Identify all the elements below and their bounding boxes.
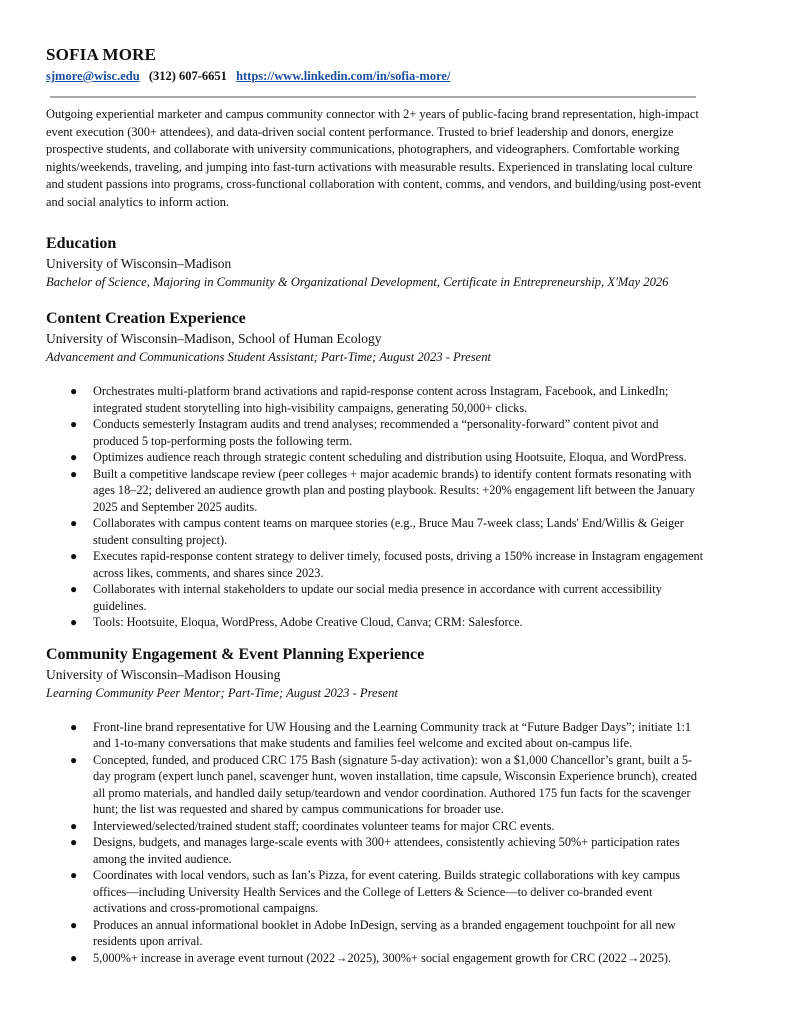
bullet-icon: ● xyxy=(70,582,78,596)
education-degree: Bachelor of Science, Majoring in Community & Organizational Development, Certificate in Entrepreneurship, X'May 2026 xyxy=(46,275,669,289)
bullet-icon: ● xyxy=(70,549,78,563)
list-item: ● Designs, budgets, and manages large-scale events with 300+ attendees, consistently achieving 50%+ participation rates among the invited audience. xyxy=(70,835,680,866)
phone-number: (312) 607-6651 xyxy=(148,69,227,83)
content-experience-role: Advancement and Communications Student Assistant; Part-Time; August 2023 - Present xyxy=(46,350,492,364)
bullet-icon: ● xyxy=(70,835,78,849)
bullet-icon: ● xyxy=(70,917,78,932)
bullet-icon: ● xyxy=(70,466,78,481)
list-item: ● Tools: Hootsuite, Eloqua, WordPress, Adobe Creative Cloud, Canva; CRM: Salesforce. xyxy=(70,615,523,629)
bullet-icon: ● xyxy=(70,615,78,629)
bullet-icon: ● xyxy=(70,818,78,833)
candidate-name: SOFIA MORE xyxy=(46,45,157,64)
section-heading-education: Education xyxy=(46,235,117,252)
list-item: ● Coordinates with local vendors, such as Ian’s Pizza, for event catering. Builds strategic collaborations with key campus offices—including University Health Services and the College of Letters & Science—to deliver co-branded event activations and cross-promotional campaigns. xyxy=(70,868,681,915)
bullet-icon: ● xyxy=(70,719,78,734)
list-item: ● Optimizes audience reach through strategic content scheduling and distribution using Hootsuite, Eloqua, and WordPress. xyxy=(70,450,687,464)
content-experience-org: University of Wisconsin–Madison, School of Human Ecology xyxy=(46,331,382,346)
list-item: ● Collaborates with campus content teams on marquee stories (e.g., Bruce Mau 7-week class; Lands' End/Willis & Geiger student consulting project). xyxy=(70,516,684,547)
bullet-icon: ● xyxy=(70,384,78,398)
list-item: ● Concepted, funded, and produced CRC 175 Bash (signature 5-day activation): won a $1,000 Chancellor’s grant, built a 5-day program (expert lunch panel, scavenger hunt, woven installation, time capsule, Wisconsin Experience brunch), created all promo materials, and handled daily setup/teardown and vendor coordination. Authored 175 fun facts for the scavenger hunt; the list was requested and shared by campus communications for broader use. xyxy=(70,752,698,816)
content-experience-section xyxy=(46,309,706,631)
list-item: ● Built a competitive landscape review (peer colleges + major academic brands) to identify content formats resonating with ages 18–22; delivered an audience growth plan and posting playbook. Results: +20% engagement lift between the January 2025 and September 2025 audits. xyxy=(70,466,696,514)
list-item: ● Executes rapid-response content strategy to deliver timely, focused posts, driving a 150% increase in Instagram engagement across likes, comments, and shares since 2023. xyxy=(70,549,704,580)
header-divider xyxy=(50,96,696,98)
bullet-icon: ● xyxy=(70,417,78,431)
professional-summary: Outgoing experiential marketer and campus community connector with 2+ years of public-facing brand representation, high-impact event execution (300+ attendees), and data-driven social content performance. Trusted to brief leadership and donors, energize prospective students, and collaborate with university communications, photographers, and videographers. Comfortable working nights/weekends, traveling, and jumping into fast-turn activations with measurable results. Experienced in translating local culture and student passions into programs, cross-functional collaboration with content, comms, and vendors, and building/using post-event and social analytics to inform action. xyxy=(46,107,702,209)
list-item: ● Collaborates with internal stakeholders to update our social media presence in accordance with current accessibility guidelines. xyxy=(70,582,662,613)
contact-line xyxy=(46,68,706,84)
community-experience-bullets xyxy=(46,719,706,967)
section-heading-community-engagement: Community Engagement & Event Planning Experience xyxy=(46,645,425,663)
resume-page xyxy=(46,44,706,966)
list-item: ● Front-line brand representative for UW Housing and the Learning Community track at “Future Badger Days”; initiate 1:1 and 1-to-many conversations that make students and families feel welcome and excited about on-campus life. xyxy=(70,719,692,750)
bullet-icon: ● xyxy=(70,450,78,464)
community-experience-org: University of Wisconsin–Madison Housing xyxy=(46,666,281,682)
list-item: ● 5,000%+ increase in average event turnout (2022→2025), 300%+ social engagement growth for CRC (2022→2025). xyxy=(70,950,672,965)
education-section xyxy=(46,234,706,291)
resume-header xyxy=(46,44,706,98)
bullet-icon: ● xyxy=(70,950,78,965)
bullet-icon: ● xyxy=(70,516,78,530)
list-item: ● Orchestrates multi-platform brand activations and rapid-response content across Instagram, Facebook, and LinkedIn; integrated student storytelling into high-visibility campaigns, generating 50,000+ clicks. xyxy=(70,384,669,415)
list-item: ● Conducts semesterly Instagram audits and trend analyses; recommended a “personality-forward” content pivot and produced 5 top-performing posts the following term. xyxy=(70,417,659,448)
list-item: ● Interviewed/selected/trained student staff; coordinates volunteer teams for major CRC events. xyxy=(70,818,555,833)
bullet-icon: ● xyxy=(70,752,78,767)
community-experience-section xyxy=(46,645,706,967)
list-item: ● Produces an annual informational booklet in Adobe InDesign, serving as a branded engagement touchpoint for all new residents upon arrival. xyxy=(70,917,676,948)
section-heading-content-creation: Content Creation Experience xyxy=(46,310,246,327)
community-experience-role: Learning Community Peer Mentor; Part-Time; August 2023 - Present xyxy=(46,685,398,700)
education-school: University of Wisconsin–Madison xyxy=(46,256,232,271)
bullet-icon: ● xyxy=(70,868,78,882)
linkedin-link[interactable]: https://www.linkedin.com/in/sofia-more/ xyxy=(236,69,451,83)
email-link[interactable]: sjmore@wisc.edu xyxy=(46,69,140,83)
content-experience-bullets xyxy=(46,383,706,631)
